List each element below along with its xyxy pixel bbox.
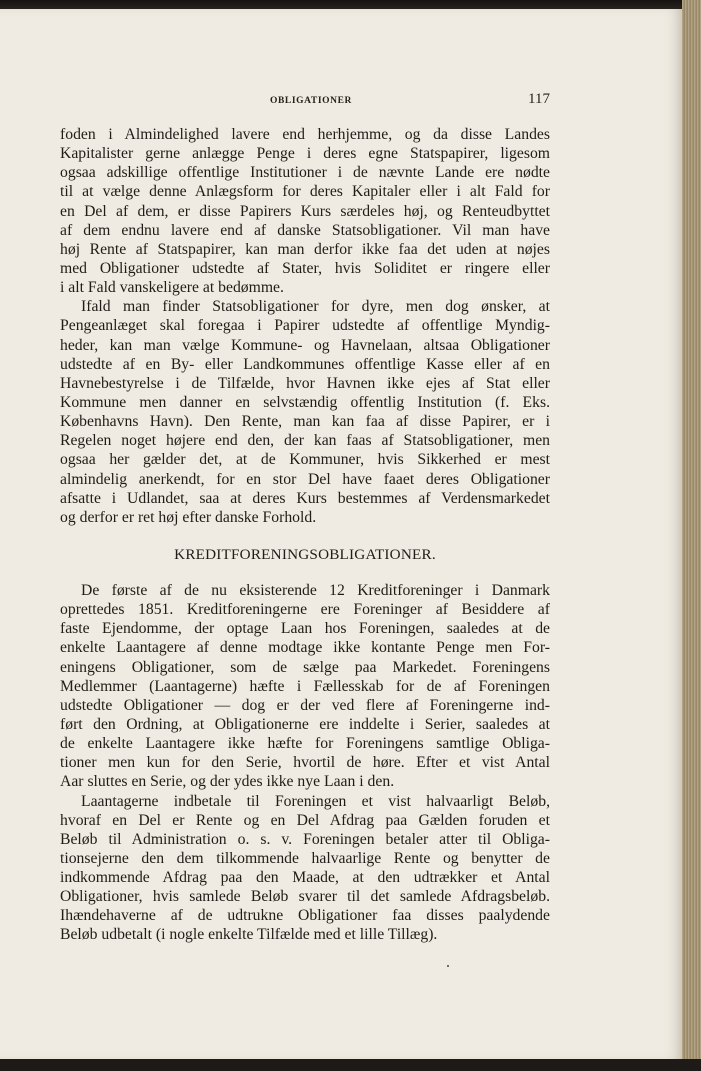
paragraph-1 bbox=[60, 125, 550, 297]
text-line: Københavns Havn). Den Rente, man kan faa af disse Papirer, er i bbox=[60, 413, 550, 431]
ink-speck bbox=[447, 965, 449, 967]
section-heading: KREDITFORENINGSOBLIGATIONER. bbox=[174, 545, 436, 563]
text-line: faste Ejendomme, der optage Laan hos Foreningen, saaledes at de bbox=[60, 620, 550, 638]
text-line: Havnebestyrelse i de Tilfælde, hvor Havnen ikke ejes af Stat eller bbox=[60, 374, 550, 392]
page-edges bbox=[682, 0, 701, 1071]
text-line: Ifald man finder Statsobligationer for dyre, men dog ønsker, at bbox=[81, 298, 550, 316]
text-line: Medlemmer (Laantagerne) hæfte i Fællesskab for de af Foreningen bbox=[60, 677, 550, 695]
running-head: OBLIGATIONER bbox=[270, 96, 352, 106]
text-line: tioner men kun for den Serie, hvortil de høre. Efter et vist Antal bbox=[60, 754, 550, 772]
text-line: Regelen noget højere end den, der kan faas af Statsobligationer, men bbox=[60, 432, 550, 450]
text-line: ogsaa her gælder det, at de Kommuner, hvis Sikkerhed er mest bbox=[60, 451, 550, 469]
text-line: en Del af dem, er disse Papirers Kurs særdeles høj, og Renteudbyttet bbox=[60, 202, 550, 220]
text-line: og derfor er ret høj efter danske Forhold. bbox=[60, 508, 317, 526]
text-line: til at vælge denne Anlægsform for deres Kapitaler eller i alt Fald for bbox=[60, 183, 550, 201]
text-line: høj Rente af Statspapirer, kan man derfor ikke faa det uden at nøjes bbox=[60, 240, 550, 258]
page-header bbox=[60, 92, 550, 112]
text-line: hvoraf en Del er Rente og en Del Afdrag paa Gælden foruden et bbox=[60, 811, 550, 829]
text-line: Kommune men danner en selvstændig offentlig Institution (f. Eks. bbox=[60, 393, 550, 411]
paragraph-2 bbox=[60, 297, 550, 527]
text-line: i alt Fald vanskeligere at bedømme. bbox=[60, 279, 284, 297]
book-bottom-edge bbox=[0, 1059, 701, 1071]
text-line: Ihændehaverne af de udtrukne Obligationer faa disses paalydende bbox=[60, 907, 550, 925]
text-line: De første af de nu eksisterende 12 Kreditforeninger i Danmark bbox=[81, 581, 550, 599]
text-line: ført den Ordning, at Obligationerne ere inddelte i Serier, saaledes at bbox=[60, 715, 550, 733]
text-line: eningens Obligationer, som de sælge paa Markedet. Foreningens bbox=[60, 658, 550, 676]
page-number: 117 bbox=[528, 91, 550, 107]
text-line: afsatte i Udlandet, saa at deres Kurs bestemmes af Verdensmarkedet bbox=[60, 489, 550, 507]
text-line: Obligationer, hvis samlede Beløb svarer til det samlede Afdragsbeløb. bbox=[60, 888, 550, 906]
text-line: oprettedes 1851. Kreditforeningerne ere Foreninger af Besiddere af bbox=[60, 601, 550, 619]
text-line: almindelig anerkendt, for en stor Del have faaet deres Obligationer bbox=[60, 470, 550, 488]
text-line: udstedte af en By- eller Landkommunes offentlige Kasse eller af en bbox=[60, 355, 550, 373]
text-line: Pengeanlæget skal foregaa i Papirer udstedte af offentlige Myndig- bbox=[60, 317, 550, 335]
text-line: af dem endnu lavere end af danske Statsobligationer. Vil man have bbox=[60, 221, 550, 239]
text-line: indkommende Afdrag paa den Maade, at den udtrækker et Antal bbox=[60, 869, 550, 887]
text-line: heder, kan man vælge Kommune- og Havnelaan, altsaa Obligationer bbox=[60, 336, 550, 354]
text-line: foden i Almindelighed lavere end herhjemme, og da disse Landes bbox=[60, 126, 550, 143]
paragraph-4 bbox=[60, 792, 550, 945]
text-line: Beløb udbetalt (i nogle enkelte Tilfælde med et lille Tillæg). bbox=[60, 926, 438, 944]
text-line: ogsaa adskillige offentlige Institutioner i de nævnte Lande ere nødte bbox=[60, 164, 550, 182]
text-line: Kapitalister gerne anlægge Penge i deres egne Statspapirer, ligesom bbox=[60, 145, 550, 163]
body-text bbox=[60, 125, 550, 945]
paragraph-3 bbox=[60, 581, 550, 792]
text-line: Laantagerne indbetale til Foreningen et vist halvaarligt Beløb, bbox=[81, 792, 550, 810]
text-line: med Obligationer udstedte af Stater, hvis Soliditet er ringere eller bbox=[60, 259, 550, 277]
text-line: Beløb til Administration o. s. v. Foreningen betaler atter til Obliga- bbox=[60, 830, 550, 848]
text-line: udstedte Obligationer — dog er der ved flere af Foreningerne ind- bbox=[60, 696, 550, 714]
text-line: tionsejerne den dem tilkommende halvaarlige Rente og benytter de bbox=[60, 849, 550, 867]
text-line: de enkelte Laantagere ikke hæfte for Foreningens samtlige Obliga- bbox=[60, 735, 550, 753]
text-line: enkelte Laantagere af denne modtage ikke kontante Penge men For- bbox=[60, 639, 550, 657]
text-line: Aar sluttes en Serie, og der ydes ikke nye Laan i den. bbox=[60, 773, 395, 791]
